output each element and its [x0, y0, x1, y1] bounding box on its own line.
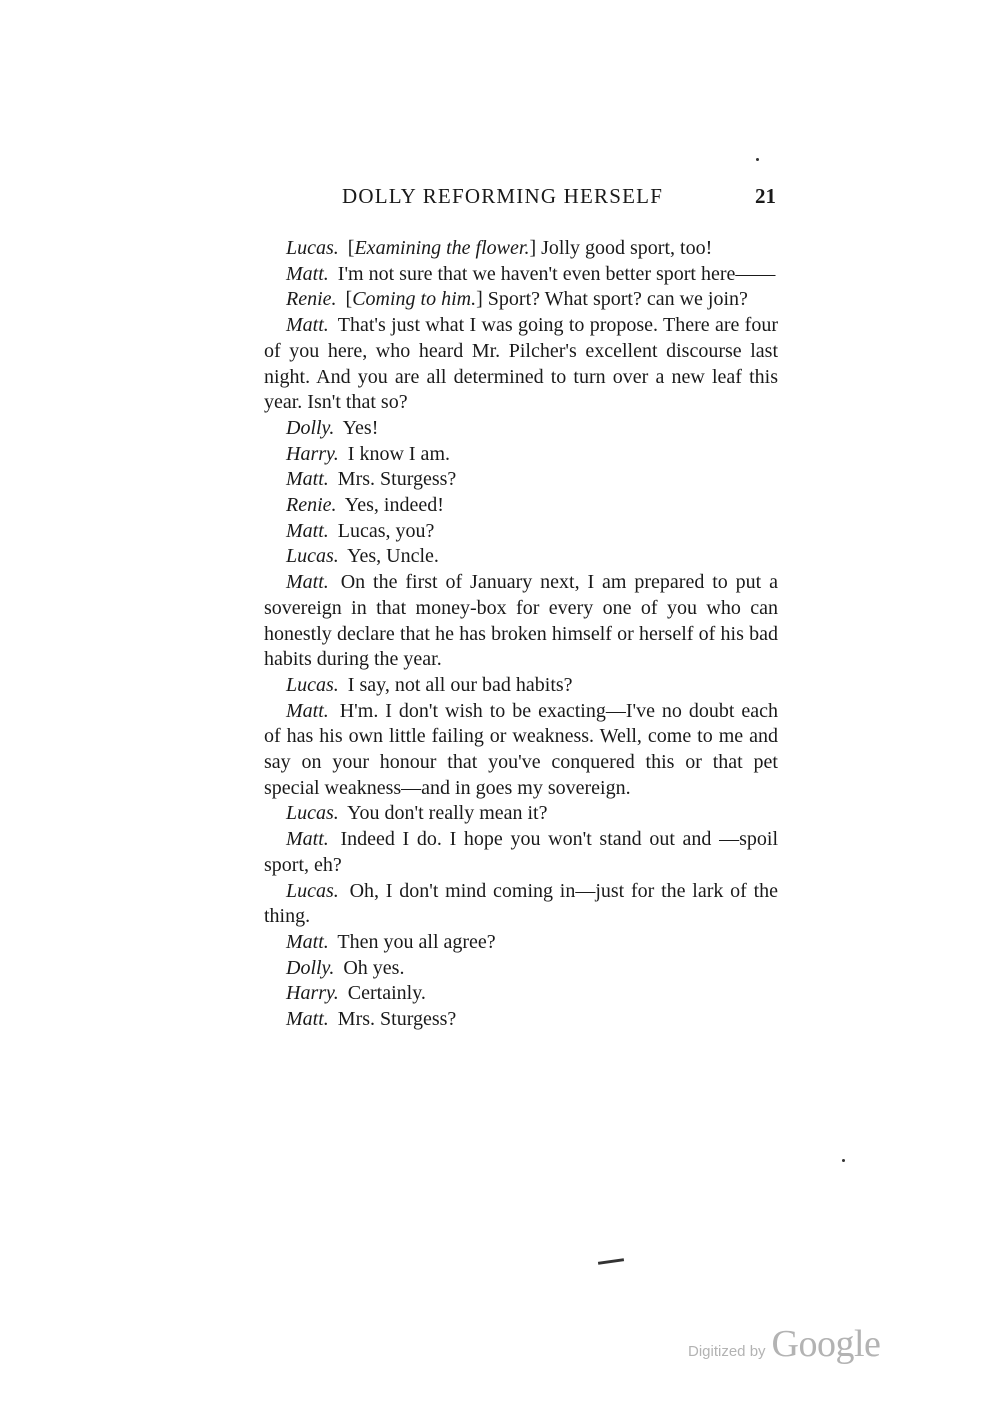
speaker-name: Lucas. — [286, 237, 339, 259]
line-text: Yes, indeed! — [344, 494, 444, 517]
watermark-prefix: Digitized by — [688, 1343, 766, 1360]
dialogue-line — [264, 956, 778, 982]
stage-direction: Coming to him. — [352, 288, 477, 311]
line-text: Then you all agree? — [337, 930, 496, 953]
line-text: Oh yes. — [343, 956, 405, 979]
dialogue-line — [264, 416, 778, 442]
speaker-name: Matt. — [286, 828, 329, 851]
speaker-name: Lucas. — [286, 879, 339, 902]
dialogue-line — [264, 313, 778, 416]
dialogue-body — [264, 236, 778, 1033]
speaker-name: Matt. — [286, 468, 329, 491]
line-text: Indeed I do. I hope you won't stand out and —spoil sport, eh? — [264, 828, 779, 876]
dialogue-line: Renie. [Coming to him.] Sport? What sport? can we join? — [286, 288, 748, 311]
speaker-name: Renie. — [286, 288, 337, 311]
speck-mark — [756, 158, 759, 161]
line-text: Mrs. Sturgess? — [337, 1008, 457, 1031]
dialogue-line — [264, 1007, 778, 1033]
line-text: I say, not all our bad habits? — [347, 673, 573, 696]
dialogue-line — [264, 493, 778, 519]
speaker-name: Lucas. — [286, 802, 339, 825]
speaker-name: Matt. — [286, 262, 329, 285]
speaker-name: Dolly. — [286, 956, 335, 979]
speaker-name: Matt. — [286, 571, 329, 594]
dialogue-line — [264, 442, 778, 468]
digitized-watermark — [688, 1322, 880, 1366]
line-text: I'm not sure that we haven't even better sport here—— — [337, 262, 776, 285]
speaker-name: Harry. — [286, 442, 339, 465]
speaker-name: Matt. — [286, 1008, 329, 1031]
speaker-name: Matt. — [286, 519, 329, 542]
speaker-name: Lucas. — [286, 673, 339, 696]
line-text: Certainly. — [347, 982, 426, 1005]
page-header — [342, 180, 776, 212]
speck-mark — [842, 1159, 845, 1162]
dialogue-line: Lucas. [Examining the flower.] Jolly good sport, too! — [286, 237, 713, 259]
line-text: You don't really mean it? — [347, 802, 548, 825]
line-text: Yes, Uncle. — [347, 545, 439, 568]
speaker-name: Dolly. — [286, 416, 335, 439]
dialogue-line — [264, 801, 778, 827]
speaker-name: Lucas. — [286, 545, 339, 568]
dialogue-line — [264, 827, 778, 878]
line-text: I know I am. — [347, 442, 450, 465]
dialogue-line — [264, 930, 778, 956]
speaker-name: Matt. — [286, 930, 329, 953]
running-title: DOLLY REFORMING HERSELF — [342, 184, 664, 208]
dialogue-line — [264, 467, 778, 493]
google-logo: Google — [771, 1323, 881, 1365]
dialogue-line — [264, 673, 778, 699]
dialogue-line — [264, 699, 778, 802]
line-text: Jolly good sport, too! — [541, 237, 713, 259]
dialogue-line — [264, 262, 778, 288]
line-text: Oh, I don't mind coming in—just for the lark of the thing. — [264, 879, 779, 928]
line-text: Mrs. Sturgess? — [337, 468, 457, 491]
dialogue-line — [264, 544, 778, 570]
line-text: That's just what I was going to propose. There are four of you here, who heard Mr. Pilcher's excellent discourse last night. And you are all determined to turn over a new leaf this year. Isn't that so? — [264, 314, 779, 414]
page-number: 21 — [755, 184, 776, 208]
dialogue-line — [264, 570, 778, 673]
line-text: Yes! — [342, 416, 379, 439]
speaker-name: Renie. — [286, 494, 337, 517]
dialogue-line — [264, 519, 778, 545]
dialogue-line — [264, 981, 778, 1007]
line-text: Sport? What sport? can we join? — [487, 288, 748, 311]
speaker-name: Matt. — [286, 314, 329, 337]
line-text: Lucas, you? — [337, 519, 435, 542]
line-text: On the first of January next, I am prepared to put a sovereign in that money-box for every one of you who can honestly declare that he has broken himself or herself of his bad habits during the year. — [264, 571, 779, 671]
ink-mark — [598, 1258, 624, 1265]
speaker-name: Harry. — [286, 982, 339, 1005]
speaker-name: Matt. — [286, 699, 329, 722]
stage-direction: Examining the flower. — [354, 237, 530, 259]
line-text: H'm. I don't wish to be exacting—I've no doubt each of has his own little failing or weakness. Well, come to me and say on your honour that you've conquered this or that pet special weakness—and in goes my sovereign. — [264, 699, 778, 799]
dialogue-line — [264, 879, 778, 930]
